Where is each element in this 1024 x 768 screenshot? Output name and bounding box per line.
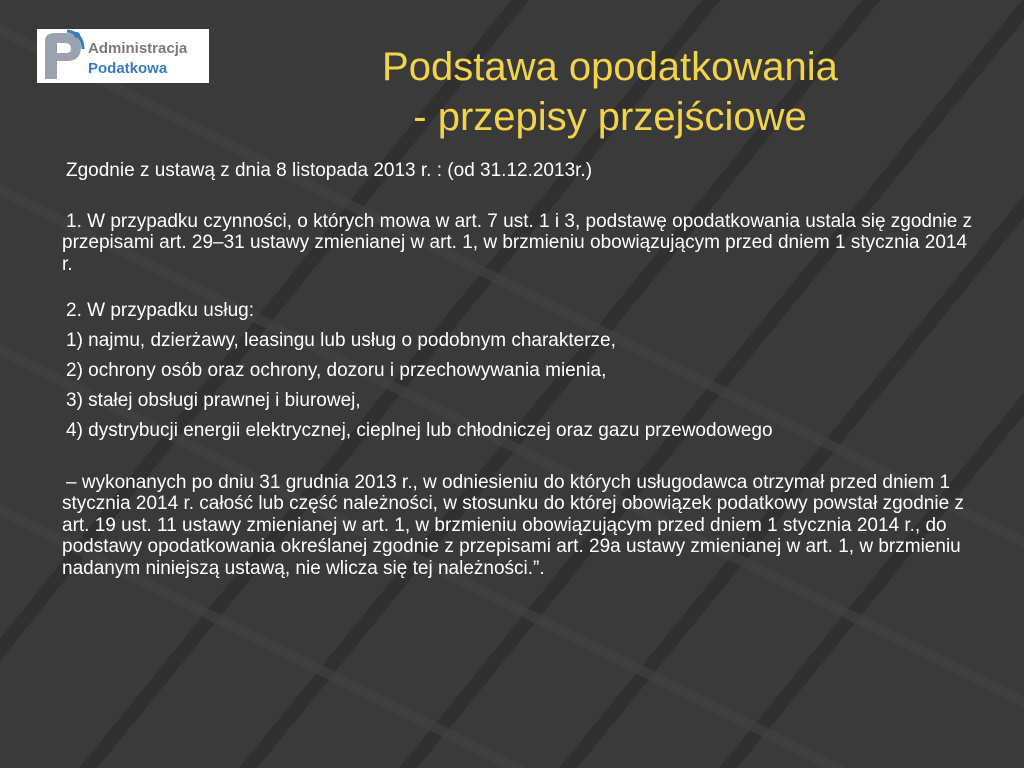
slide-content	[62, 160, 982, 579]
closing-paragraph: – wykonanych po dniu 31 grudnia 2013 r., w odniesieniu do których usługodawca otrzymał przed dniem 1 stycznia 2014 r. całość lub część należności, w stosunku do której obowiązek podatkowy powstał zgodnie z art. 19 ust. 11 ustawy zmienianej w art. 1, w brzmieniu obowiązującym przed dniem 1 stycznia 2014 r., do podstawy opodatkowania określanej zgodnie z przepisami art. 29a ustawy zmienianej w art. 1, w brzmieniu nadanym niniejszą ustawą, nie wlicza się tej należności.”.	[62, 471, 964, 579]
title-line2: - przepisy przejściowe	[413, 95, 807, 139]
intro-text: Zgodnie z ustawą z dnia 8 listopada 2013 r. : (od 31.12.2013r.)	[66, 160, 593, 181]
point-2-item: 4) dystrybucji energii elektrycznej, cieplnej lub chłodniczej oraz gazu przewodowego	[66, 420, 773, 441]
point-2-heading: 2. W przypadku usług:	[66, 300, 254, 321]
point-2-item: 3) stałej obsługi prawnej i biurowej,	[66, 390, 361, 411]
logo-mark-icon	[37, 29, 87, 83]
point-2-item: 1) najmu, dzierżawy, leasingu lub usług o podobnym charakterze,	[66, 330, 616, 351]
title-line1: Podstawa opodatkowania	[382, 45, 838, 89]
point-1: 1. W przypadku czynności, o których mowa w art. 7 ust. 1 i 3, podstawę opodatkowania ustala się zgodnie z przepisami art. 29–31 ustawy zmienianej w art. 1, w brzmieniu obowiązującym przed dniem 1 stycznia 2014 r.	[62, 210, 973, 275]
slide-title	[240, 42, 980, 142]
administracja-podatkowa-logo	[37, 29, 209, 83]
logo-line1: Administracja	[88, 40, 188, 57]
logo-line2: Podatkowa	[88, 60, 168, 77]
point-2-item: 2) ochrony osób oraz ochrony, dozoru i przechowywania mienia,	[66, 360, 607, 381]
